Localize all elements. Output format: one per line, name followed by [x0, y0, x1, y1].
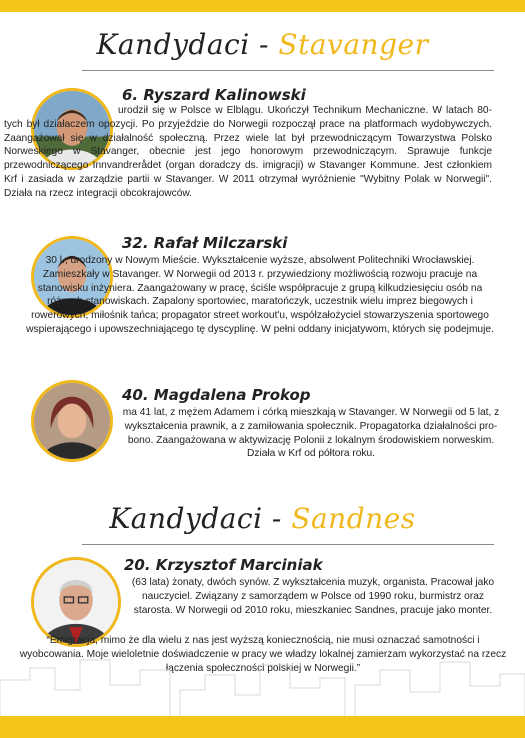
top-accent-bar — [0, 0, 525, 12]
section-title-sandnes — [0, 502, 525, 535]
candidate-bio: urodził się w Polsce w Elblągu. Ukończył Technikum Mechaniczne. W latach 80-tych był działaczem opozycji. Po przyjeździe do Norwegii rozpoczął prace na platformach wydobywczych. Zaangażował się w działalność społeczną. Przez wiele lat był przewodniczącym Towarzystwa Polsko Norweskiego w Stavanger, obecnie jest jego honorowym przewodniczącym. Sprawuje funkcje przewodniczącego Innvandrerådet (organ doradczy ds. imigracji) w Stavanger Kommune. Jest członkiem Krf i zasiada w zarządzie partii w Stavanger. W 2011 otrzymał wyróżnienie "Wybitny Polak w Norwegii". Działa na rzecz integracji obcokrajowców. — [4, 105, 492, 199]
portrait-icon — [34, 560, 118, 644]
candidate-photo-prokop — [31, 380, 113, 462]
candidate-bio: (63 lata) żonaty, dwóch synów. Z wykształcenia muzyk, organista. Pracował jako nauczyciel. Związany z samorządem w Polsce od 1990 roku, burmistrz oraz starosta. W Norwegii od 2010 roku, mieszkaniec Sandnes, pracuje jako monter. — [131, 577, 495, 616]
section-title-prefix: Kandydaci - — [96, 28, 279, 61]
candidate-name: 6. Ryszard Kalinowski — [122, 86, 306, 104]
section-title-stavanger — [0, 28, 525, 61]
candidate-bio: ma 41 lat, z mężem Adamem i córką mieszkają w Stavanger. W Norwegii od 5 lat, z wykształcenia prawnik, a z zamiłowania społecznik. Propagatorka działalności pro-bono. Zaangażowana w aktywizację Polonii z lokalnym środowiskiem norweskim. Działa w Krf od półtora roku. — [122, 407, 500, 460]
candidate-name: 20. Krzysztof Marciniak — [124, 556, 323, 574]
candidate-bio: 30 l., urodzony w Nowym Mieście. Wykształcenie wyższe, absolwent Politechniki Wrocławskiej. Zamieszkały w Stavanger. W Norwegii od 2013 r. przywiedziony możliwością rozwoju pracuje na stanowisku inżyniera. Zaangażowany w pracę, ściśle współpracuje z grupą kilkudziesięciu osób na różnych stanowiskach. Zapalony sportowiec, maratończyk, uczestnik wielu imprez biegowych i rowerowych, miłośnik tańca; propagator street workout'u, współzałożyciel stowarzyszenia sportowego wspierającego i upowszechniającego tę dyscyplinę. W pełni oddany inicjatywom, których się podejmuje. — [26, 255, 494, 335]
section-title-city: Stavanger — [278, 28, 429, 61]
skyline-decoration — [0, 640, 525, 716]
candidate-quote: “Emigracja, mimo że dla wielu z nas jest wyższą koniecznością, nie musi oznaczać samotności i wyobcowania. Moje wieloletnie doświadczenie w pracy we władzy lokalnej zamierzam wykorzystać na rzecz łączenia społeczności polskiej w Norwegii.” — [19, 635, 507, 674]
section-title-city: Sandnes — [291, 502, 416, 535]
candidate-name: 32. Rafał Milczarski — [122, 234, 288, 252]
section-divider — [82, 70, 494, 71]
section-divider — [82, 544, 494, 545]
section-title-prefix: Kandydaci - — [109, 502, 292, 535]
bottom-accent-bar — [0, 716, 525, 738]
portrait-icon — [34, 383, 110, 459]
candidate-name: 40. Magdalena Prokop — [122, 386, 311, 404]
